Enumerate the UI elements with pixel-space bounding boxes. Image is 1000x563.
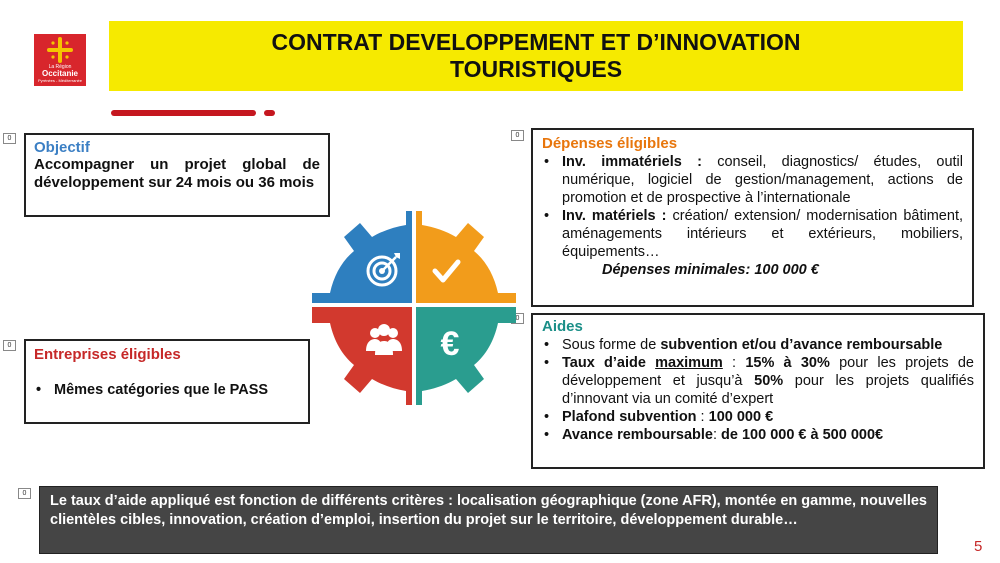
depenses-item-bold: Inv. matériels : <box>562 208 667 224</box>
aides-item-text: pour les projets de développement et jusqu’à <box>562 355 974 389</box>
depenses-item-immateriels <box>542 153 963 207</box>
aides-item-bold: de 100 000 € à 500 000€ <box>721 427 884 443</box>
depenses-item-text: création/ extension/ modernisation bâtiment, aménagements intérieurs et extérieurs, mobiliers, équipements… <box>562 208 963 260</box>
aides-item-plafond <box>542 408 974 426</box>
aides-item-bold: Plafond subvention <box>562 409 697 425</box>
aides-item-text: Sous forme de <box>562 337 661 353</box>
depenses-item-bold: Inv. immatériels : <box>562 154 702 170</box>
objectif-heading: Objectif <box>34 139 90 156</box>
entreprises-heading: Entreprises éligibles <box>34 346 181 363</box>
marker-box: 0 <box>511 313 524 324</box>
region-occitanie-logo <box>34 34 86 86</box>
logo-line-2: Occitanie <box>41 69 78 78</box>
gear-bottom-right-quadrant <box>416 307 516 405</box>
objectif-text: Accompagner un projet global de développement sur 24 mois ou 36 mois <box>34 156 320 191</box>
criteria-note: Le taux d’aide appliqué est fonction de différents critères : localisation géographique (zone AFR), montée en gamme, nouvelles clientèles cibles, innovation, création d’emploi, insertion du projet sur le territoire, développement durable… <box>39 486 938 554</box>
depenses-minimum: Dépenses minimales: 100 000 € <box>602 262 819 278</box>
gear-bottom-left-quadrant <box>312 307 412 405</box>
aides-item-forme <box>542 336 974 354</box>
depenses-heading: Dépenses éligibles <box>542 135 678 152</box>
marker-box: 0 <box>18 488 31 499</box>
depenses-eligibles-box <box>531 128 974 307</box>
aides-item-text: : <box>696 409 709 425</box>
aides-item-taux <box>542 354 974 408</box>
gear-graphic <box>304 211 524 405</box>
marker-box: 0 <box>3 340 16 351</box>
decorative-red-dot <box>264 110 275 116</box>
entreprises-item: • Mêmes catégories que le PASS <box>34 381 300 399</box>
aides-item-avance <box>542 426 974 444</box>
depenses-item-materiels <box>542 207 963 261</box>
title-line-1: CONTRAT DEVELOPPEMENT ET D’INNOVATION <box>271 29 801 55</box>
aides-item-bold: Taux d’aide <box>562 355 656 371</box>
aides-item-bold: 50% <box>754 373 784 389</box>
aides-item-text: : <box>712 427 722 443</box>
aides-heading: Aides <box>542 318 583 335</box>
aides-box <box>531 313 985 469</box>
aides-item-bold: 15% à 30% <box>745 355 830 371</box>
slide-title <box>109 21 963 91</box>
aides-item-text: : <box>722 355 746 371</box>
objectif-box <box>24 133 330 217</box>
entreprises-eligibles-box <box>24 339 310 424</box>
logo-line-1: La Région <box>48 64 72 70</box>
page-number: 5 <box>974 538 983 555</box>
occitan-cross-icon <box>47 37 73 63</box>
aides-item-text: pour les projets qualifiés d’innovant via un comité d’expert <box>562 373 974 407</box>
marker-box: 0 <box>511 130 524 141</box>
aides-item-bold: Avance remboursable <box>562 427 713 443</box>
logo-line-3: Pyrénées - Méditerranée <box>37 78 83 83</box>
aides-item-bold: 100 000 € <box>708 409 774 425</box>
aides-item-bold: subvention et/ou d’avance remboursable <box>660 337 943 353</box>
gear-top-right-quadrant <box>416 211 516 303</box>
title-line-2: TOURISTIQUES <box>449 56 623 82</box>
aides-item-underlined: maximum <box>655 355 723 371</box>
depenses-item-text: conseil, diagnostics/ études, outil numérique, logiciel de gestion/management, actions de promotion et de prospective à l’internationale <box>562 154 963 206</box>
euro-icon: € <box>440 325 460 363</box>
marker-box: 0 <box>3 133 16 144</box>
decorative-red-bar <box>111 110 256 116</box>
